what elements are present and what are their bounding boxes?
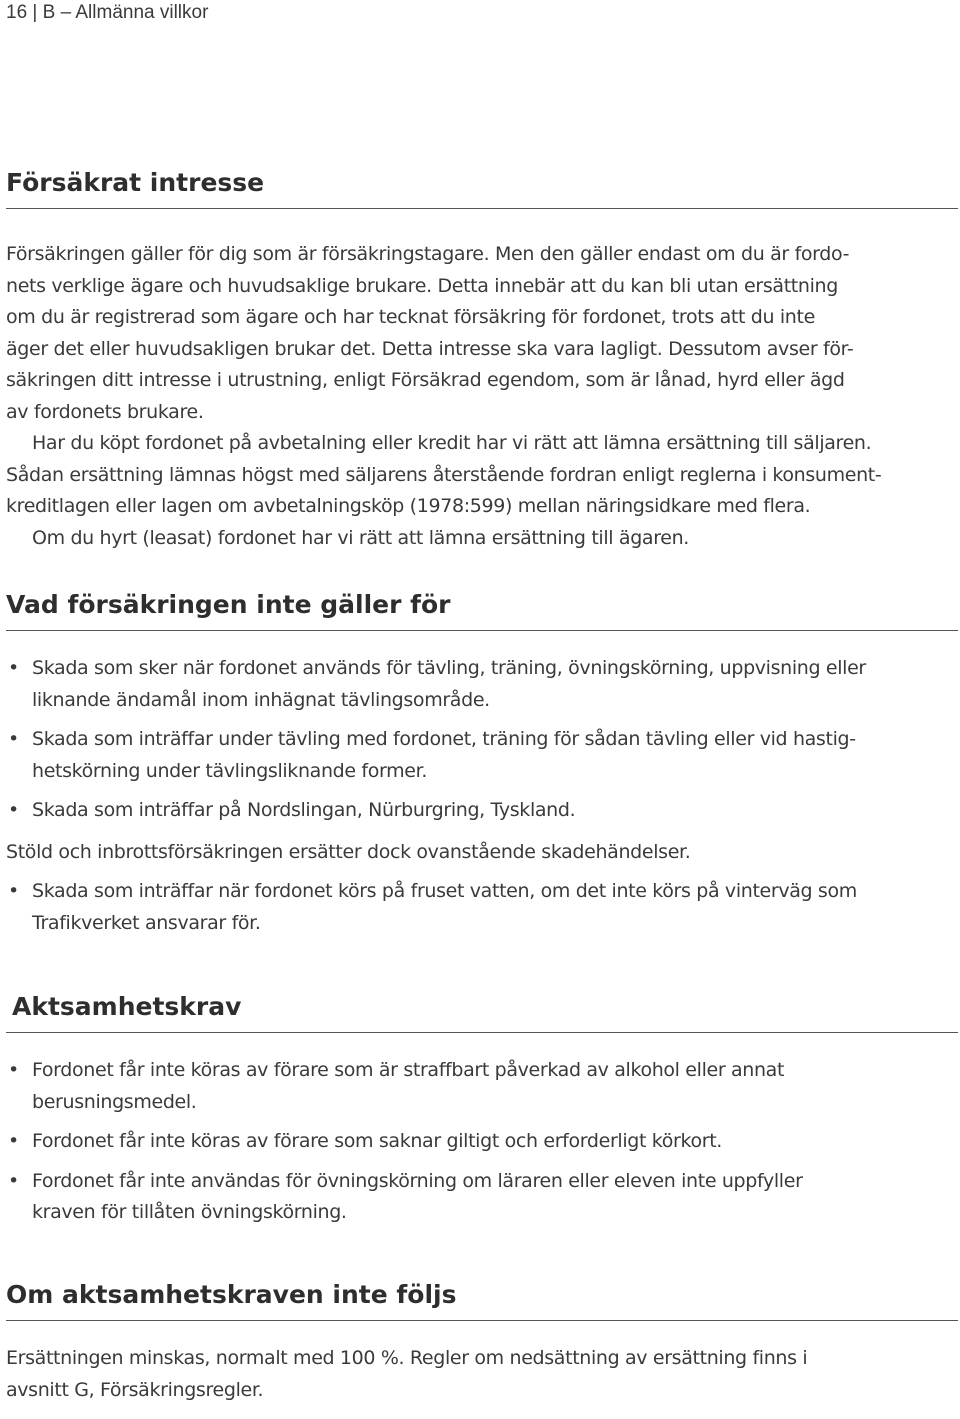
- list-item: • Skada som inträffar under tävling med fordonet, träning för sådan tävling eller vid hastig- hetskörning under tävlingsliknande former.: [6, 724, 958, 787]
- list-item: • Fordonet får inte köras av förare som är straffbart påverkad av alkohol eller annat berusningsmedel.: [6, 1055, 958, 1118]
- list-item: • Fordonet får inte köras av förare som saknar giltigt och erforderligt körkort.: [6, 1126, 958, 1158]
- note-text: Stöld och inbrottsförsäkringen ersätter dock ovanstående skadehändelser.: [6, 840, 691, 863]
- section-heading: Om aktsamhetskraven inte följs: [6, 1280, 958, 1321]
- list-item: • Fordonet får inte användas för övningskörning om läraren eller eleven inte uppfyller kraven för tillåten övningskörning.: [6, 1166, 958, 1229]
- paragraph: Ersättningen minskas, normalt med 100 %. Regler om nedsättning av ersättning finns i avsnitt G, Försäkringsregler.: [6, 1347, 808, 1401]
- section-heading: Aktsamhetskrav: [6, 992, 958, 1033]
- bullet-icon: •: [8, 1130, 19, 1152]
- list-item: • Skada som sker när fordonet används för tävling, träning, övningskörning, uppvisning eller liknande ändamål inom inhägnat tävlingsområde.: [6, 653, 958, 716]
- section-heading: Försäkrat intresse: [6, 168, 958, 209]
- paragraph: Försäkringen gäller för dig som är försäkringstagare. Men den gäller endast om du är fordo- nets verklige ägare och huvudsaklige brukare. Detta innebär att du kan bli utan ersättning om du är registrerad som ägare och har tecknat försäkring för fordonet, trots att du inte äger det eller huvudsakligen brukar det. Detta intresse ska vara lagligt. Dessutom avser för- säkringen ditt intresse i utrustning, enligt Försäkrad egendom, som är lånad, hyrd eller ägd av fordonets brukare.: [6, 243, 854, 423]
- section-aktsamhetskrav: [6, 992, 958, 1229]
- section-vad-forsakringen-inte-galler-for: [6, 590, 958, 939]
- bullet-icon: •: [8, 880, 19, 902]
- section-om-aktsamhetskraven-inte-foljs: [6, 1280, 958, 1406]
- section-heading: Vad försäkringen inte gäller för: [6, 590, 958, 631]
- bullet-icon: •: [8, 728, 19, 750]
- paragraph: Har du köpt fordonet på avbetalning eller kredit har vi rätt att lämna ersättning till säljaren. Sådan ersättning lämnas högst med säljarens återstående fordran enligt reglerna i konsument- kreditlagen eller lagen om avbetalningsköp (1978:599) mellan näringsidkare med flera.: [6, 432, 882, 517]
- list-item: • Skada som inträffar när fordonet körs på fruset vatten, om det inte körs på vinterväg som Trafikverket ansvarar för.: [6, 876, 958, 939]
- section-forsakrat-intresse: [6, 168, 958, 554]
- bullet-icon: •: [8, 657, 19, 679]
- list-item: • Skada som inträffar på Nordslingan, Nürburgring, Tyskland.: [6, 795, 958, 827]
- paragraph: Om du hyrt (leasat) fordonet har vi rätt att lämna ersättning till ägaren.: [32, 526, 689, 549]
- bullet-icon: •: [8, 799, 19, 821]
- page-header: 16 | B – Allmänna villkor: [6, 2, 209, 23]
- bullet-icon: •: [8, 1059, 19, 1081]
- bullet-icon: •: [8, 1169, 19, 1192]
